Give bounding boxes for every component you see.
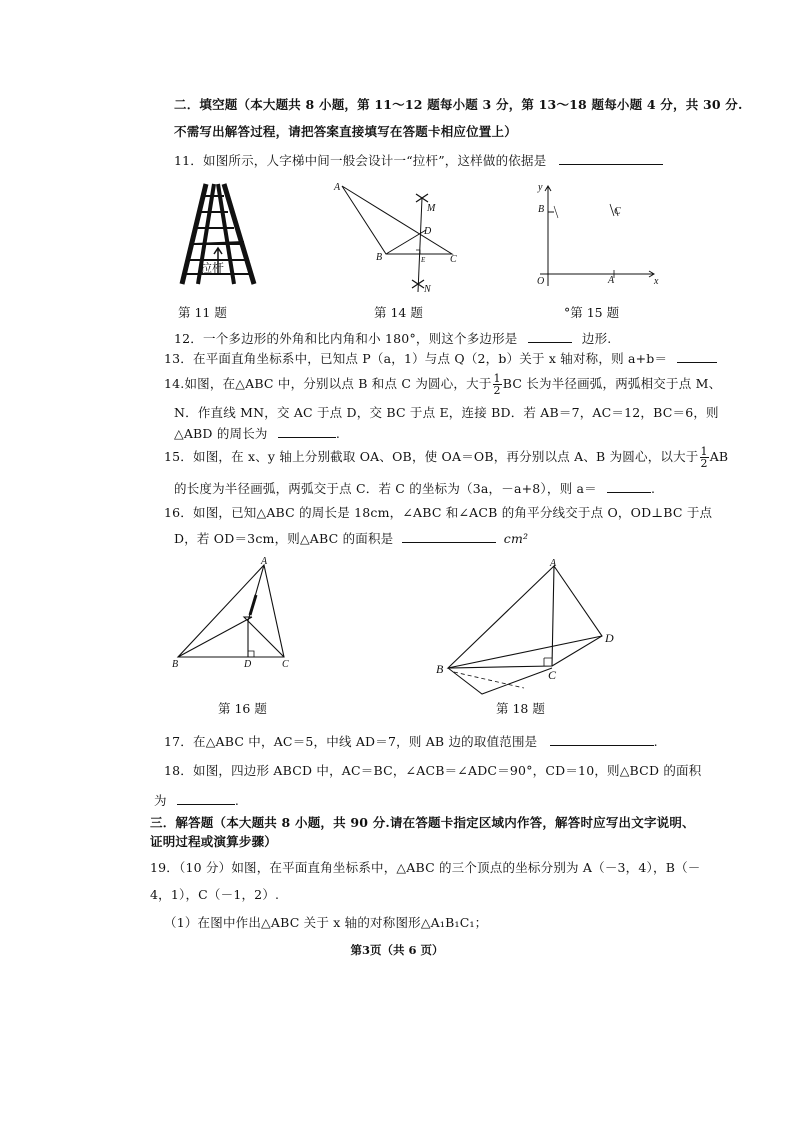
page-footer: 第3页（共 6 页） [350,943,444,957]
f14-label-m: M [427,203,436,214]
figure-18-caption: 第 18 题 [496,701,545,716]
question-12 [174,330,611,347]
frac-15-den: 2 [700,457,708,470]
question-14-line2: N．作直线 MN，交 AC 于点 D，交 BC 于点 E，连接 BD．若 AB＝7，AC＝12，BC＝6，则 [174,405,719,420]
question-12-tail: 边形. [581,331,612,346]
f18-label-c: C [548,668,557,682]
question-12-text: 12．一个多边形的外角和比内角和小 180°，则这个多边形是 [174,331,518,346]
question-16-line1: 16．如图，已知△ABC 的周长是 18cm，∠ABC 和∠ACB 的角平分线交于点 O，OD⊥BC 于点 [164,505,713,520]
f15-label-a: A [608,275,615,286]
figure-16 [172,557,302,672]
frac-15-num: 1 [700,445,708,458]
question-19-line1: 19．（10 分）如图，在平面直角坐标系中，△ABC 的三个顶点的坐标分别为 A（－3，4），B（－ [150,860,701,875]
question-19-part1: （1）在图中作出△ABC 关于 x 轴的对称图形△A₁B₁C₁； [164,915,488,930]
answer-blank-15[interactable] [607,480,651,493]
question-18-line2: 为 . [154,793,240,808]
question-18-line2-text: 为 [154,793,167,808]
question-15-line2-text: 的长度为半径画弧，两弧交于点 C．若 C 的坐标为（3a，－a+8），则 a＝ [174,481,597,496]
question-15-line2: 的长度为半径画弧，两弧交于点 C．若 C 的坐标为（3a，－a+8），则 a＝ . [174,481,656,496]
fraction-one-half-14 [493,373,502,396]
figure-14-caption: 第 14 题 [374,305,423,320]
question-13 [164,350,717,367]
question-18-line1: 18．如图，四边形 ABCD 中，AC＝BC，∠ACB＝∠ADC＝90°，CD＝10，则△BCD 的面积 [164,763,702,778]
question-16-line2-text: D，若 OD＝3cm，则△ABC 的面积是 [174,531,394,546]
f14-label-n: N [424,284,431,295]
f14-label-a: A [334,182,341,193]
question-15-line1-a: 15．如图，在 x、y 轴上分别截取 OA、OB，使 OA＝OB，再分别以点 A、B 为圆心，以大于 [164,449,699,464]
f15-label-o: O [537,276,545,287]
answer-blank-12[interactable] [528,330,572,343]
f14-label-c: C [450,254,457,265]
figure-16-caption: 第 16 题 [218,701,267,716]
ladder-label: 拉杆 [200,261,225,275]
question-15-line1 [164,446,728,469]
frac-14-num: 1 [493,372,501,385]
answer-blank-11[interactable] [559,152,663,165]
f18-label-d: D [605,631,614,645]
f15-label-y: y [538,182,543,193]
figure-15 [534,182,664,294]
section2-heading-line2: 不需写出解答过程，请把答案直接填写在答题卡相应位置上） [174,124,517,139]
frac-14-den: 2 [493,384,501,397]
f18-label-a: A [550,558,557,569]
question-14-line1 [164,373,721,396]
answer-blank-18[interactable] [177,792,235,805]
figure-11-ladder [178,182,258,292]
question-11 [174,152,663,169]
question-17-text: 17．在△ABC 中，AC＝5，中线 AD＝7，则 AB 边的取值范围是 [164,734,538,749]
f15-label-x: x [654,276,659,287]
question-16-line2 [174,530,528,547]
question-13-text: 13．在平面直角坐标系中，已知点 P（a，1）与点 Q（2，b）关于 x 轴对称，则 a+b＝ [164,351,668,366]
figure-11-caption: 第 11 题 [178,305,227,320]
question-14-line1-a: 14.如图，在△ABC 中，分别以点 B 和点 C 为圆心，大于 [164,376,492,391]
question-17: 17．在△ABC 中，AC＝5，中线 AD＝7，则 AB 边的取值范围是 . [164,734,658,749]
f14-label-b: B [376,252,383,263]
figure-15-caption: °第 15 题 [564,305,620,320]
figure-18 [434,558,624,708]
f16-label-d: D [244,659,252,670]
answer-blank-13[interactable] [677,350,717,363]
question-16-unit: cm² [503,531,529,546]
f16-label-c: C [282,659,289,670]
answer-blank-17[interactable] [550,733,654,746]
figure-14 [330,184,470,296]
section3-heading-line1: 三．解答题（本大题共 8 小题，共 90 分.请在答题卡指定区域内作答，解答时应写出文字说明、 [150,815,695,830]
f14-label-e: E [421,256,426,264]
question-14-line3: △ABD 的周长为 . [174,426,340,441]
question-15-line1-b: AB [709,449,729,464]
f16-label-b: B [172,659,179,670]
f16-label-a: A [261,556,268,567]
question-14-line1-b: BC 长为半径画弧，两弧相交于点 M、 [502,376,722,391]
fraction-one-half-15 [700,446,709,469]
question-19-line2: 4，1），C（－1，2）. [150,887,280,902]
question-11-text: 11．如图所示，人字梯中间一般会设计一“拉杆”，这样做的依据是 [174,153,547,168]
f15-label-b: B [538,204,545,215]
question-14-line3-text: △ABD 的周长为 [174,426,268,441]
answer-blank-16[interactable] [402,530,496,543]
section3-heading-line2: 证明过程或演算步骤） [150,834,278,849]
answer-blank-14[interactable] [278,425,336,438]
f14-label-d: D [424,226,432,237]
section2-heading-line1: 二．填空题（本大题共 8 小题，第 11～12 题每小题 3 分，第 13～18 题每小题 4 分，共 30 分. [174,97,743,112]
f15-label-c: C [614,206,621,217]
f18-label-b: B [436,662,444,676]
